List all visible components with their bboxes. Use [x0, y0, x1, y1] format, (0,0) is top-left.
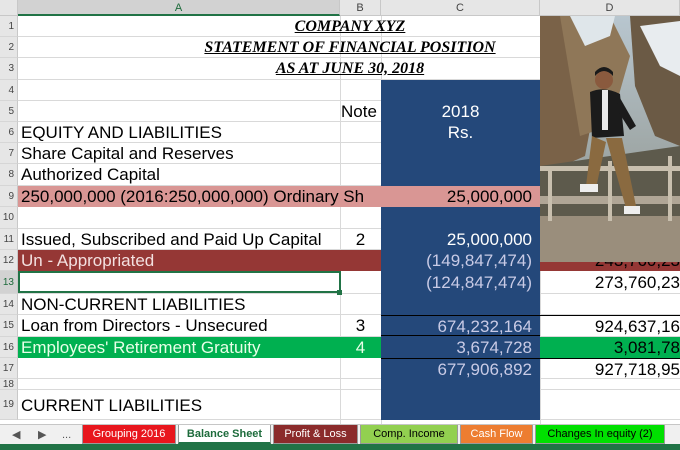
- gratuity-label: Employees' Retirement Gratuity: [21, 338, 261, 357]
- row-header-5[interactable]: 5: [0, 101, 18, 122]
- ordinary-shares-value: 25,000,000: [381, 186, 540, 207]
- column-header-a[interactable]: A: [18, 0, 340, 16]
- unappropriated-value: (149,847,474): [426, 251, 532, 270]
- sheet-tab-changes-in-equity-2[interactable]: Changes In equity (2): [535, 425, 665, 444]
- gratuity-note: 4: [355, 338, 366, 357]
- currency-header: Rs.: [447, 123, 474, 142]
- row-header-7[interactable]: 7: [0, 143, 18, 164]
- total-non-current-prior-value: 927,718,95: [540, 358, 680, 379]
- authorized-capital-heading: Authorized Capital: [21, 165, 160, 184]
- loan-note: 3: [355, 316, 366, 335]
- more-tabs-button[interactable]: ...: [62, 429, 72, 441]
- note-header: Note: [341, 102, 377, 121]
- row-header-12[interactable]: 12: [0, 250, 18, 271]
- ordinary-shares-label: 250,000,000 (2016:250,000,000) Ordinary Sh: [21, 187, 365, 206]
- sheet-tab-balance-sheet[interactable]: Balance Sheet: [178, 425, 271, 444]
- column-header-d[interactable]: D: [540, 0, 680, 16]
- equity-liabilities-heading: EQUITY AND LIABILITIES: [21, 123, 222, 142]
- tab-scroll-right-button[interactable]: ▶: [38, 429, 47, 441]
- sheet-tab-cash-flow[interactable]: Cash Flow: [460, 425, 533, 444]
- current-liabilities-heading: CURRENT LIABILITIES: [21, 396, 203, 415]
- year-header: 2018: [441, 102, 480, 121]
- row-header-14[interactable]: 14: [0, 294, 18, 315]
- subtotal-value: (124,847,474): [426, 273, 532, 292]
- row-header-11[interactable]: 11: [0, 229, 18, 250]
- subtotal-prior-value: 273,760,23: [594, 273, 680, 292]
- embedded-photo[interactable]: [540, 16, 680, 262]
- loan-prior-value: 924,637,16: [540, 315, 680, 336]
- status-bar: [0, 444, 680, 450]
- row-header-19[interactable]: 19: [0, 390, 18, 420]
- row-header-16[interactable]: 16: [0, 337, 18, 358]
- sheet-tab-profit-loss[interactable]: Profit & Loss: [273, 425, 358, 444]
- row-header-6[interactable]: 6: [0, 122, 18, 143]
- row-header-15[interactable]: 15: [0, 315, 18, 337]
- row-header-8[interactable]: 8: [0, 164, 18, 186]
- row-header-9[interactable]: 9: [0, 186, 18, 207]
- total-non-current-value: 677,906,892: [381, 358, 540, 379]
- date-title: AS AT JUNE 30, 2018: [275, 60, 425, 77]
- non-current-heading: NON-CURRENT LIABILITIES: [21, 295, 246, 314]
- issued-capital-label: Issued, Subscribed and Paid Up Capital: [21, 230, 322, 249]
- issued-capital-note: 2: [355, 230, 366, 249]
- row-header-17[interactable]: 17: [0, 358, 18, 379]
- column-header-c[interactable]: C: [381, 0, 540, 16]
- statement-title: STATEMENT OF FINANCIAL POSITION: [204, 39, 496, 56]
- column-header-b[interactable]: B: [340, 0, 381, 16]
- row-header-1[interactable]: 1: [0, 16, 18, 37]
- select-all-corner[interactable]: [0, 0, 18, 16]
- unappropriated-label: Un - Appropriated: [21, 251, 155, 270]
- row-header-13[interactable]: 13: [0, 271, 18, 294]
- row-gridline: [18, 419, 680, 420]
- gratuity-prior-value: 3,081,78: [613, 338, 680, 357]
- issued-capital-value: 25,000,000: [446, 230, 532, 249]
- sheet-tab-comp-income[interactable]: Comp. Income: [360, 425, 458, 444]
- loan-label: Loan from Directors - Unsecured: [21, 316, 268, 335]
- photo-mountain-person: [540, 16, 680, 262]
- company-title: COMPANY XYZ: [294, 18, 406, 35]
- row-header-2[interactable]: 2: [0, 37, 18, 58]
- row-header-4[interactable]: 4: [0, 80, 18, 101]
- sheet-tab-grouping-2016[interactable]: Grouping 2016: [82, 425, 176, 444]
- row-header-10[interactable]: 10: [0, 207, 18, 229]
- loan-value: 674,232,164: [381, 315, 540, 336]
- active-cell-a13[interactable]: [18, 271, 341, 293]
- gratuity-value: 3,674,728: [456, 338, 532, 357]
- row-header-18[interactable]: 18: [0, 379, 18, 390]
- share-capital-heading: Share Capital and Reserves: [21, 144, 234, 163]
- row-header-3[interactable]: 3: [0, 58, 18, 80]
- row-gridline: [18, 389, 680, 390]
- sheet-tab-bar: [0, 424, 680, 444]
- tab-scroll-left-button[interactable]: ◀: [12, 429, 21, 441]
